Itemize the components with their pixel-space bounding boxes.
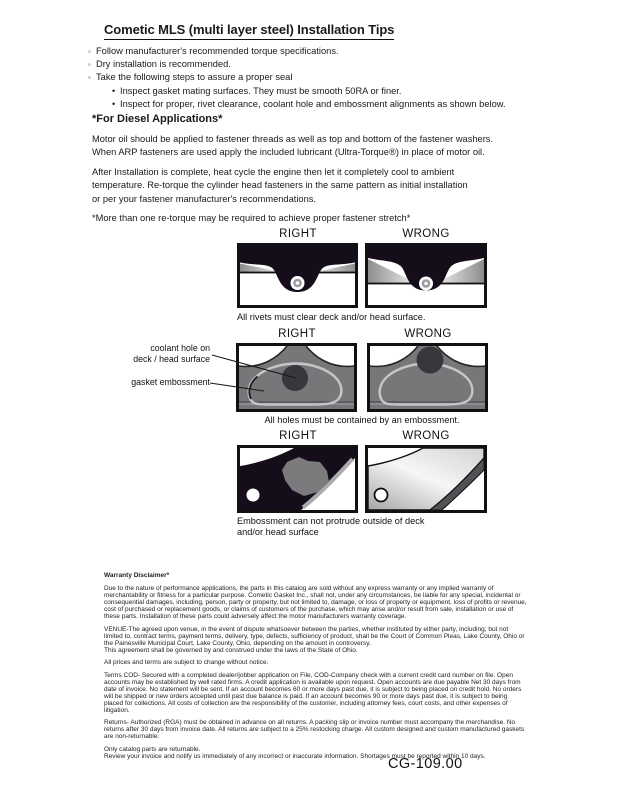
tip-text: Inspect for proper, rivet clearance, coolant hole and embossment alignments as shown below. bbox=[120, 98, 506, 109]
paragraph-line: or per your fastener manufacturer's recommendations. bbox=[92, 193, 316, 204]
row1-caption: All rivets must clear deck and/or head surface. bbox=[237, 312, 426, 322]
rivet-diagram-wrong bbox=[365, 228, 487, 308]
rivet-wrong-svg bbox=[365, 243, 487, 308]
right-label: RIGHT bbox=[278, 328, 316, 340]
coolant-hole bbox=[282, 365, 308, 391]
embossment-diagram-right bbox=[236, 328, 358, 412]
tip-sub-item bbox=[88, 85, 506, 98]
tip-sub-item bbox=[88, 98, 506, 111]
tip-item bbox=[88, 58, 506, 71]
final-notes-paragraph: Only catalog parts are returnable. Review your invoice and notify us immediately of any incorrect or inaccurate information. Shortages must be reported within 10 days. bbox=[104, 745, 486, 760]
tip-text: Dry installation is recommended. bbox=[96, 59, 231, 70]
bolt-hole bbox=[247, 489, 260, 502]
terms-paragraph: Terms COD- Secured with a completed dealer/jobber application on File, COD-Company check with a current credit card number on file. Open accounts may be established by well rated firms. A credit application is available upon request. Open accounts are due payable Net 30 days from date of invoice. No statement will be sent. If an account becomes 60 or more days past due, it is subject to being placed on credit hold. No orders will be shipped or new orders accepted until past due balance is paid. If an account becomes 90 or more days past due, it is subject to being placed for collections. All costs of collection are the responsibility of the customer, including attorney fees, court costs, and other expenses of litigation. bbox=[104, 671, 522, 714]
open-bullet-icon: ◦ bbox=[88, 73, 91, 83]
open-bullet-icon: ◦ bbox=[88, 60, 91, 70]
warranty-disclaimer-section bbox=[104, 572, 528, 765]
page-title: Cometic MLS (multi layer steel) Installation Tips bbox=[104, 22, 394, 40]
open-bullet-icon: ◦ bbox=[88, 47, 91, 56]
diesel-paragraph bbox=[92, 166, 493, 206]
paragraph-line: temperature. Re-torque the cylinder head fasteners in the same pattern as initial installation bbox=[92, 180, 468, 191]
solid-bullet-icon: • bbox=[112, 85, 116, 96]
embossment-wrong-svg bbox=[367, 343, 488, 412]
diesel-applications-section bbox=[92, 113, 493, 232]
paragraph-line: After Installation is complete, heat cycle the engine then let it completely cool to ambient bbox=[92, 167, 455, 178]
wrong-label: WRONG bbox=[404, 328, 452, 340]
row3-caption: Embossment can not protrude outside of deck and/or head surface bbox=[237, 516, 425, 537]
warranty-heading: Warranty Disclaimer* bbox=[104, 572, 170, 579]
coolant-hole bbox=[417, 347, 444, 374]
returns-paragraph: Returns- Authorized (RGA) must be obtained in advance on all returns. A packing slip or invoice number must accompany the merchandise. No returns after 30 days from invoice date. All returns are subject to a 25% restocking charge. All custom designed and custom manufactured gaskets are non-returnable. bbox=[104, 719, 525, 740]
tip-text: Follow manufacturer's recommended torque specifications. bbox=[96, 46, 339, 56]
protrusion-right-svg bbox=[237, 445, 358, 513]
wrong-label: WRONG bbox=[402, 228, 450, 240]
installation-tips-list bbox=[88, 45, 506, 111]
diesel-heading: *For Diesel Applications* bbox=[92, 113, 223, 125]
protrusion-diagram-right bbox=[237, 430, 359, 513]
gasket-embossment-annotation: gasket embossment bbox=[131, 377, 210, 387]
tip-text: Inspect gasket mating surfaces. They must be smooth 50RA or finer. bbox=[120, 85, 402, 96]
coolant-hole-annotation: coolant hole on deck / head surface bbox=[133, 343, 210, 364]
rivet-diagram-right bbox=[237, 228, 359, 308]
retorque-note: *More than one re-torque may be required to achieve proper fastener stretch* bbox=[92, 213, 411, 224]
protrusion-diagram-wrong bbox=[365, 430, 487, 513]
paragraph-line: Motor oil should be applied to fastener threads as well as top and bottom of the fastener washers. bbox=[92, 134, 494, 145]
paragraph-line: When ARP fasteners are used apply the included lubricant (Ultra-Torque®) in place of motor oil. bbox=[92, 147, 485, 158]
solid-bullet-icon: • bbox=[112, 98, 116, 109]
tip-item bbox=[88, 45, 506, 58]
prices-paragraph: All prices and terms are subject to change without notice. bbox=[104, 659, 269, 666]
protrusion-wrong-svg bbox=[365, 445, 487, 513]
footer-page-code: CG-109.00 bbox=[388, 756, 463, 772]
wrong-label: WRONG bbox=[402, 430, 450, 442]
embossment-diagram-wrong bbox=[367, 328, 489, 412]
right-label: RIGHT bbox=[279, 228, 317, 240]
rivet-right-svg bbox=[237, 243, 358, 308]
tip-text: Take the following steps to assure a proper seal bbox=[96, 72, 293, 83]
bolt-hole bbox=[375, 489, 388, 502]
venue-paragraph: VENUE-The agreed upon venue, in the event of dispute whatsoever between the parties, whether instituted by either party, including, but not limited to, contract terms, payment terms, delivery, type, defects, sufficiency of product, shall be the Court of Common Pleas, Lake County, Ohio or the Painesville Municipal Court, Lake County, Ohio, depending on the amount in controversy. This agreement shall be governed by and construed under the laws of the State of Ohio. bbox=[104, 625, 525, 654]
embossment-right-svg bbox=[236, 343, 357, 412]
row2-caption: All holes must be contained by an embossment. bbox=[264, 415, 460, 425]
diesel-paragraph bbox=[92, 133, 493, 159]
right-label: RIGHT bbox=[279, 430, 317, 442]
liability-paragraph: Due to the nature of performance applications, the parts in this catalog are sold without any express warranty or any implied warranty of merchantability or fitness for a particular purpose. Cometic Gasket Inc., shall not, under any circumstances, be liable for any special, incidental or consequential damages, including, person, party or property, but not limited to, damage, or loss of property or equipment, loss of profits or revenue, cost of purchased or replacement goods, or claims of customers of the purchase, which may arise and/or result from sale, installation or use of these parts. Installation of these parts could adversely affect the motor manufacturers warranty coverage. bbox=[104, 585, 527, 620]
tip-item bbox=[88, 71, 506, 84]
